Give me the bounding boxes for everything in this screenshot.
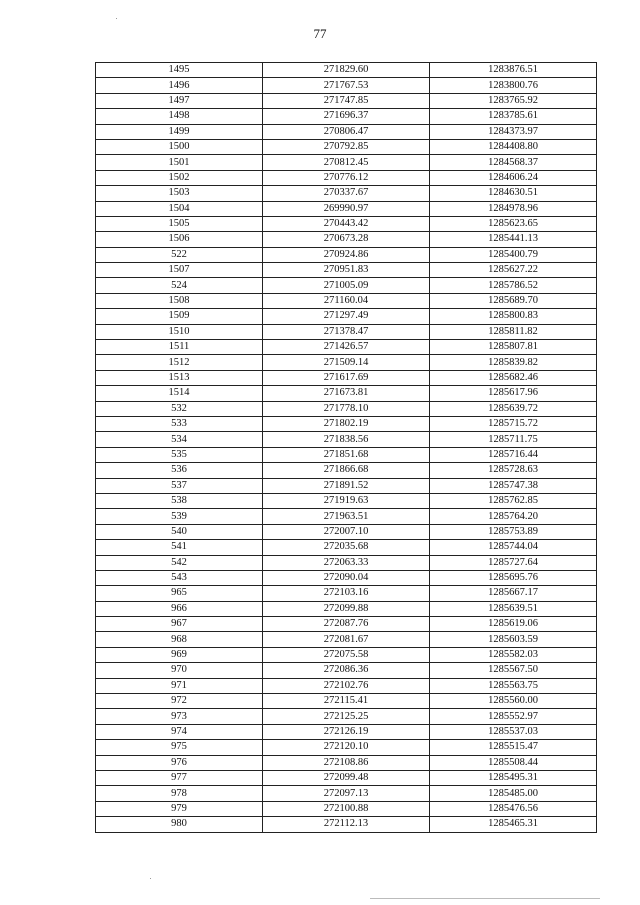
table-row <box>96 78 597 93</box>
x-coordinate-cell: 271426.57 <box>263 340 430 355</box>
point-number-cell: 537 <box>96 478 263 493</box>
table-row <box>96 447 597 462</box>
page-number: 77 <box>313 26 327 41</box>
y-coordinate-cell: 1285560.00 <box>430 694 597 709</box>
point-number-cell: 1504 <box>96 201 263 216</box>
point-number-cell: 965 <box>96 586 263 601</box>
y-coordinate-cell: 1285695.76 <box>430 570 597 585</box>
table-row <box>96 493 597 508</box>
x-coordinate-cell: 272126.19 <box>263 724 430 739</box>
x-coordinate-cell: 272075.58 <box>263 647 430 662</box>
table-row <box>96 801 597 816</box>
point-number-cell: 535 <box>96 447 263 462</box>
table-row <box>96 63 597 78</box>
y-coordinate-cell: 1283800.76 <box>430 78 597 93</box>
point-number-cell: 536 <box>96 463 263 478</box>
point-number-cell: 532 <box>96 401 263 416</box>
y-coordinate-cell: 1283765.92 <box>430 93 597 108</box>
y-coordinate-cell: 1285807.81 <box>430 340 597 355</box>
table-row <box>96 817 597 832</box>
x-coordinate-cell: 271891.52 <box>263 478 430 493</box>
x-coordinate-cell: 272087.76 <box>263 617 430 632</box>
x-coordinate-cell: 271866.68 <box>263 463 430 478</box>
table-row <box>96 155 597 170</box>
x-coordinate-cell: 270951.83 <box>263 263 430 278</box>
y-coordinate-cell: 1285441.13 <box>430 232 597 247</box>
point-number-cell: 522 <box>96 247 263 262</box>
point-number-cell: 542 <box>96 555 263 570</box>
table-row <box>96 524 597 539</box>
x-coordinate-cell: 270806.47 <box>263 124 430 139</box>
table-row <box>96 647 597 662</box>
point-number-cell: 1497 <box>96 93 263 108</box>
scan-edge-line <box>370 898 600 899</box>
x-coordinate-cell: 271378.47 <box>263 324 430 339</box>
x-coordinate-cell: 272120.10 <box>263 740 430 755</box>
table-row <box>96 263 597 278</box>
scan-speck <box>116 18 117 19</box>
coordinates-table-body <box>96 63 597 833</box>
x-coordinate-cell: 271617.69 <box>263 370 430 385</box>
y-coordinate-cell: 1285476.56 <box>430 801 597 816</box>
y-coordinate-cell: 1285753.89 <box>430 524 597 539</box>
x-coordinate-cell: 270337.67 <box>263 186 430 201</box>
x-coordinate-cell: 271802.19 <box>263 416 430 431</box>
table-row <box>96 463 597 478</box>
x-coordinate-cell: 271673.81 <box>263 386 430 401</box>
y-coordinate-cell: 1285400.79 <box>430 247 597 262</box>
table-row <box>96 109 597 124</box>
y-coordinate-cell: 1284408.80 <box>430 139 597 154</box>
scan-speck <box>150 878 151 879</box>
y-coordinate-cell: 1285811.82 <box>430 324 597 339</box>
y-coordinate-cell: 1285839.82 <box>430 355 597 370</box>
y-coordinate-cell: 1285485.00 <box>430 786 597 801</box>
table-row <box>96 386 597 401</box>
table-row <box>96 724 597 739</box>
point-number-cell: 969 <box>96 647 263 662</box>
y-coordinate-cell: 1283876.51 <box>430 63 597 78</box>
point-number-cell: 1511 <box>96 340 263 355</box>
point-number-cell: 1499 <box>96 124 263 139</box>
point-number-cell: 1503 <box>96 186 263 201</box>
y-coordinate-cell: 1285627.22 <box>430 263 597 278</box>
table-row <box>96 232 597 247</box>
y-coordinate-cell: 1284373.97 <box>430 124 597 139</box>
x-coordinate-cell: 272007.10 <box>263 524 430 539</box>
table-row <box>96 416 597 431</box>
y-coordinate-cell: 1285465.31 <box>430 817 597 832</box>
point-number-cell: 972 <box>96 694 263 709</box>
x-coordinate-cell: 271297.49 <box>263 309 430 324</box>
table-row <box>96 293 597 308</box>
point-number-cell: 973 <box>96 709 263 724</box>
y-coordinate-cell: 1285667.17 <box>430 586 597 601</box>
table-row <box>96 694 597 709</box>
point-number-cell: 1498 <box>96 109 263 124</box>
x-coordinate-cell: 272112.13 <box>263 817 430 832</box>
y-coordinate-cell: 1285552.97 <box>430 709 597 724</box>
y-coordinate-cell: 1285567.50 <box>430 663 597 678</box>
y-coordinate-cell: 1285639.51 <box>430 601 597 616</box>
table-row <box>96 755 597 770</box>
y-coordinate-cell: 1285603.59 <box>430 632 597 647</box>
x-coordinate-cell: 272115.41 <box>263 694 430 709</box>
x-coordinate-cell: 272099.88 <box>263 601 430 616</box>
table-row <box>96 632 597 647</box>
point-number-cell: 539 <box>96 509 263 524</box>
point-number-cell: 524 <box>96 278 263 293</box>
point-number-cell: 979 <box>96 801 263 816</box>
x-coordinate-cell: 272086.36 <box>263 663 430 678</box>
x-coordinate-cell: 270924.86 <box>263 247 430 262</box>
table-row <box>96 601 597 616</box>
y-coordinate-cell: 1284606.24 <box>430 170 597 185</box>
table-row <box>96 139 597 154</box>
point-number-cell: 978 <box>96 786 263 801</box>
table-row <box>96 324 597 339</box>
point-number-cell: 533 <box>96 416 263 431</box>
point-number-cell: 1502 <box>96 170 263 185</box>
x-coordinate-cell: 272035.68 <box>263 540 430 555</box>
x-coordinate-cell: 271160.04 <box>263 293 430 308</box>
table-row <box>96 663 597 678</box>
x-coordinate-cell: 270776.12 <box>263 170 430 185</box>
x-coordinate-cell: 271696.37 <box>263 109 430 124</box>
x-coordinate-cell: 272125.25 <box>263 709 430 724</box>
table-row <box>96 247 597 262</box>
table-row <box>96 186 597 201</box>
table-row <box>96 170 597 185</box>
table-row <box>96 370 597 385</box>
y-coordinate-cell: 1285764.20 <box>430 509 597 524</box>
x-coordinate-cell: 272090.04 <box>263 570 430 585</box>
point-number-cell: 968 <box>96 632 263 647</box>
y-coordinate-cell: 1283785.61 <box>430 109 597 124</box>
point-number-cell: 1501 <box>96 155 263 170</box>
point-number-cell: 975 <box>96 740 263 755</box>
point-number-cell: 1508 <box>96 293 263 308</box>
x-coordinate-cell: 272099.48 <box>263 770 430 785</box>
y-coordinate-cell: 1284568.37 <box>430 155 597 170</box>
table-row <box>96 570 597 585</box>
x-coordinate-cell: 271838.56 <box>263 432 430 447</box>
point-number-cell: 1507 <box>96 263 263 278</box>
x-coordinate-cell: 271963.51 <box>263 509 430 524</box>
y-coordinate-cell: 1285744.04 <box>430 540 597 555</box>
table-row <box>96 93 597 108</box>
table-row <box>96 786 597 801</box>
coordinates-table <box>95 62 597 833</box>
y-coordinate-cell: 1285747.38 <box>430 478 597 493</box>
y-coordinate-cell: 1285563.75 <box>430 678 597 693</box>
y-coordinate-cell: 1285800.83 <box>430 309 597 324</box>
point-number-cell: 1510 <box>96 324 263 339</box>
y-coordinate-cell: 1285716.44 <box>430 447 597 462</box>
x-coordinate-cell: 272097.13 <box>263 786 430 801</box>
y-coordinate-cell: 1285639.72 <box>430 401 597 416</box>
point-number-cell: 540 <box>96 524 263 539</box>
y-coordinate-cell: 1285715.72 <box>430 416 597 431</box>
y-coordinate-cell: 1285727.64 <box>430 555 597 570</box>
table-row <box>96 540 597 555</box>
y-coordinate-cell: 1285689.70 <box>430 293 597 308</box>
table-row <box>96 617 597 632</box>
x-coordinate-cell: 270792.85 <box>263 139 430 154</box>
y-coordinate-cell: 1285762.85 <box>430 493 597 508</box>
x-coordinate-cell: 272081.67 <box>263 632 430 647</box>
table-row <box>96 555 597 570</box>
y-coordinate-cell: 1285495.31 <box>430 770 597 785</box>
point-number-cell: 970 <box>96 663 263 678</box>
point-number-cell: 974 <box>96 724 263 739</box>
table-row <box>96 124 597 139</box>
table-row <box>96 216 597 231</box>
point-number-cell: 543 <box>96 570 263 585</box>
table-row <box>96 340 597 355</box>
point-number-cell: 541 <box>96 540 263 555</box>
point-number-cell: 971 <box>96 678 263 693</box>
x-coordinate-cell: 272063.33 <box>263 555 430 570</box>
table-row <box>96 509 597 524</box>
point-number-cell: 1505 <box>96 216 263 231</box>
table-row <box>96 478 597 493</box>
table-row <box>96 709 597 724</box>
x-coordinate-cell: 271747.85 <box>263 93 430 108</box>
x-coordinate-cell: 271005.09 <box>263 278 430 293</box>
y-coordinate-cell: 1285537.03 <box>430 724 597 739</box>
table-row <box>96 770 597 785</box>
table-row <box>96 586 597 601</box>
y-coordinate-cell: 1284630.51 <box>430 186 597 201</box>
x-coordinate-cell: 271829.60 <box>263 63 430 78</box>
x-coordinate-cell: 271919.63 <box>263 493 430 508</box>
table-row <box>96 201 597 216</box>
table-row <box>96 278 597 293</box>
table-row <box>96 432 597 447</box>
point-number-cell: 1514 <box>96 386 263 401</box>
x-coordinate-cell: 270443.42 <box>263 216 430 231</box>
y-coordinate-cell: 1285623.65 <box>430 216 597 231</box>
x-coordinate-cell: 272103.16 <box>263 586 430 601</box>
point-number-cell: 1495 <box>96 63 263 78</box>
x-coordinate-cell: 272100.88 <box>263 801 430 816</box>
point-number-cell: 1509 <box>96 309 263 324</box>
point-number-cell: 1512 <box>96 355 263 370</box>
x-coordinate-cell: 272108.86 <box>263 755 430 770</box>
x-coordinate-cell: 269990.97 <box>263 201 430 216</box>
y-coordinate-cell: 1285515.47 <box>430 740 597 755</box>
point-number-cell: 980 <box>96 817 263 832</box>
point-number-cell: 538 <box>96 493 263 508</box>
y-coordinate-cell: 1285619.06 <box>430 617 597 632</box>
y-coordinate-cell: 1285786.52 <box>430 278 597 293</box>
point-number-cell: 967 <box>96 617 263 632</box>
point-number-cell: 1496 <box>96 78 263 93</box>
x-coordinate-cell: 270673.28 <box>263 232 430 247</box>
point-number-cell: 977 <box>96 770 263 785</box>
y-coordinate-cell: 1285617.96 <box>430 386 597 401</box>
x-coordinate-cell: 271509.14 <box>263 355 430 370</box>
table-row <box>96 401 597 416</box>
x-coordinate-cell: 271851.68 <box>263 447 430 462</box>
point-number-cell: 1500 <box>96 139 263 154</box>
y-coordinate-cell: 1285711.75 <box>430 432 597 447</box>
table-row <box>96 740 597 755</box>
x-coordinate-cell: 271778.10 <box>263 401 430 416</box>
table-row <box>96 355 597 370</box>
x-coordinate-cell: 271767.53 <box>263 78 430 93</box>
x-coordinate-cell: 272102.76 <box>263 678 430 693</box>
point-number-cell: 1513 <box>96 370 263 385</box>
x-coordinate-cell: 270812.45 <box>263 155 430 170</box>
table-row <box>96 678 597 693</box>
y-coordinate-cell: 1284978.96 <box>430 201 597 216</box>
y-coordinate-cell: 1285728.63 <box>430 463 597 478</box>
table-row <box>96 309 597 324</box>
point-number-cell: 534 <box>96 432 263 447</box>
y-coordinate-cell: 1285508.44 <box>430 755 597 770</box>
point-number-cell: 1506 <box>96 232 263 247</box>
point-number-cell: 976 <box>96 755 263 770</box>
y-coordinate-cell: 1285582.03 <box>430 647 597 662</box>
point-number-cell: 966 <box>96 601 263 616</box>
y-coordinate-cell: 1285682.46 <box>430 370 597 385</box>
